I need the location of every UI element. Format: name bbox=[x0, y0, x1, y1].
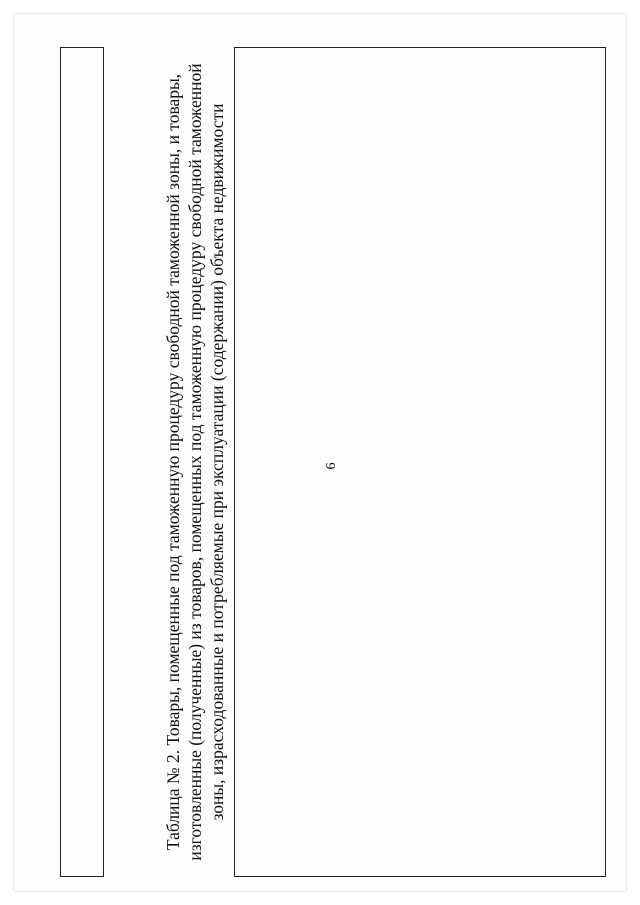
document-page bbox=[14, 14, 626, 891]
rotated-landscape-content bbox=[54, 47, 614, 877]
table-title: Таблица № 2. Товары, помещенные под таможенную процедуру свободной таможенной зоны, и товары, изготовленные (полученные) из товаров, помещенных под таможенную процедуру свободной таможенной зоны, израсходованные и потребляемые при эксплуатации (содержании) объекта недвижимости bbox=[163, 63, 227, 861]
continuation-table-frame bbox=[60, 47, 104, 877]
main-table-frame bbox=[234, 47, 606, 877]
page-number: 6 bbox=[324, 462, 339, 470]
